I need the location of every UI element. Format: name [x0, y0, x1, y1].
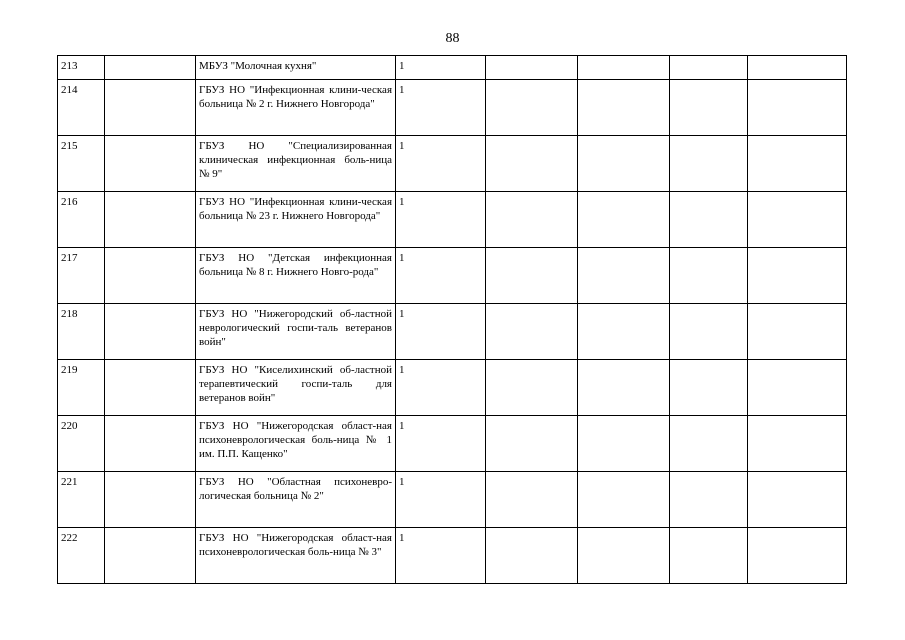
count-cell: 1	[396, 248, 486, 304]
code-cell	[105, 416, 196, 472]
institution-name: ГБУЗ НО "Областная психоневро-логическая больница № 2"	[196, 472, 396, 528]
table-row	[58, 192, 847, 248]
code-cell	[105, 472, 196, 528]
institution-name: ГБУЗ НО "Детская инфекционная больница № 8 г. Нижнего Новго-рода"	[196, 248, 396, 304]
page-number: 88	[445, 31, 460, 46]
empty-cell	[486, 472, 578, 528]
empty-cell	[486, 360, 578, 416]
empty-cell	[748, 416, 847, 472]
empty-cell	[486, 416, 578, 472]
empty-cell	[670, 416, 748, 472]
empty-cell	[670, 472, 748, 528]
empty-cell	[670, 56, 748, 80]
empty-cell	[670, 304, 748, 360]
code-cell	[105, 56, 196, 80]
institution-name: ГБУЗ НО "Специализированная клиническая инфекционная боль-ница № 9"	[196, 136, 396, 192]
count-cell: 1	[396, 192, 486, 248]
count-cell: 1	[396, 80, 486, 136]
institution-name: ГБУЗ НО "Нижегородский об-ластной неврологический госпи-таль ветеранов войн"	[196, 304, 396, 360]
row-number: 215	[58, 136, 105, 192]
table-row	[58, 472, 847, 528]
institution-name: ГБУЗ НО "Инфекционная клини-ческая больница № 2 г. Нижнего Новгорода"	[196, 80, 396, 136]
count-cell: 1	[396, 416, 486, 472]
institution-name: ГБУЗ НО "Инфекционная клини-ческая больница № 23 г. Нижнего Новгорода"	[196, 192, 396, 248]
table-row	[58, 248, 847, 304]
empty-cell	[486, 192, 578, 248]
row-number: 213	[58, 56, 105, 80]
row-number: 217	[58, 248, 105, 304]
table-row	[58, 136, 847, 192]
empty-cell	[748, 360, 847, 416]
empty-cell	[578, 360, 670, 416]
empty-cell	[670, 528, 748, 584]
empty-cell	[748, 80, 847, 136]
empty-cell	[578, 80, 670, 136]
count-cell: 1	[396, 136, 486, 192]
code-cell	[105, 360, 196, 416]
count-cell: 1	[396, 472, 486, 528]
table-row	[58, 304, 847, 360]
empty-cell	[748, 248, 847, 304]
empty-cell	[578, 136, 670, 192]
table-row	[58, 416, 847, 472]
code-cell	[105, 304, 196, 360]
count-cell: 1	[396, 56, 486, 80]
code-cell	[105, 136, 196, 192]
empty-cell	[578, 192, 670, 248]
code-cell	[105, 528, 196, 584]
institutions-table	[57, 55, 847, 584]
table-row	[58, 528, 847, 584]
empty-cell	[670, 80, 748, 136]
empty-cell	[578, 416, 670, 472]
institution-name: МБУЗ "Молочная кухня"	[196, 56, 396, 80]
row-number: 222	[58, 528, 105, 584]
empty-cell	[670, 360, 748, 416]
row-number: 221	[58, 472, 105, 528]
count-cell: 1	[396, 360, 486, 416]
row-number: 214	[58, 80, 105, 136]
code-cell	[105, 192, 196, 248]
empty-cell	[748, 56, 847, 80]
empty-cell	[670, 136, 748, 192]
empty-cell	[486, 56, 578, 80]
code-cell	[105, 248, 196, 304]
row-number: 218	[58, 304, 105, 360]
count-cell: 1	[396, 304, 486, 360]
row-number: 216	[58, 192, 105, 248]
empty-cell	[578, 56, 670, 80]
empty-cell	[578, 472, 670, 528]
empty-cell	[578, 304, 670, 360]
empty-cell	[486, 304, 578, 360]
empty-cell	[486, 136, 578, 192]
empty-cell	[748, 472, 847, 528]
institution-name: ГБУЗ НО "Нижегородская област-ная психоневрологическая боль-ница № 3"	[196, 528, 396, 584]
code-cell	[105, 80, 196, 136]
empty-cell	[670, 192, 748, 248]
table-row	[58, 56, 847, 80]
institution-name: ГБУЗ НО "Нижегородская област-ная психоневрологическая боль-ница № 1 им. П.П. Кащенко"	[196, 416, 396, 472]
table-row	[58, 360, 847, 416]
empty-cell	[486, 248, 578, 304]
empty-cell	[748, 528, 847, 584]
count-cell: 1	[396, 528, 486, 584]
row-number: 220	[58, 416, 105, 472]
empty-cell	[748, 304, 847, 360]
table-row	[58, 80, 847, 136]
institution-name: ГБУЗ НО "Киселихинский об-ластной терапевтический госпи-таль для ветеранов войн"	[196, 360, 396, 416]
empty-cell	[486, 528, 578, 584]
empty-cell	[578, 248, 670, 304]
empty-cell	[670, 248, 748, 304]
empty-cell	[748, 192, 847, 248]
empty-cell	[748, 136, 847, 192]
row-number: 219	[58, 360, 105, 416]
empty-cell	[578, 528, 670, 584]
empty-cell	[486, 80, 578, 136]
